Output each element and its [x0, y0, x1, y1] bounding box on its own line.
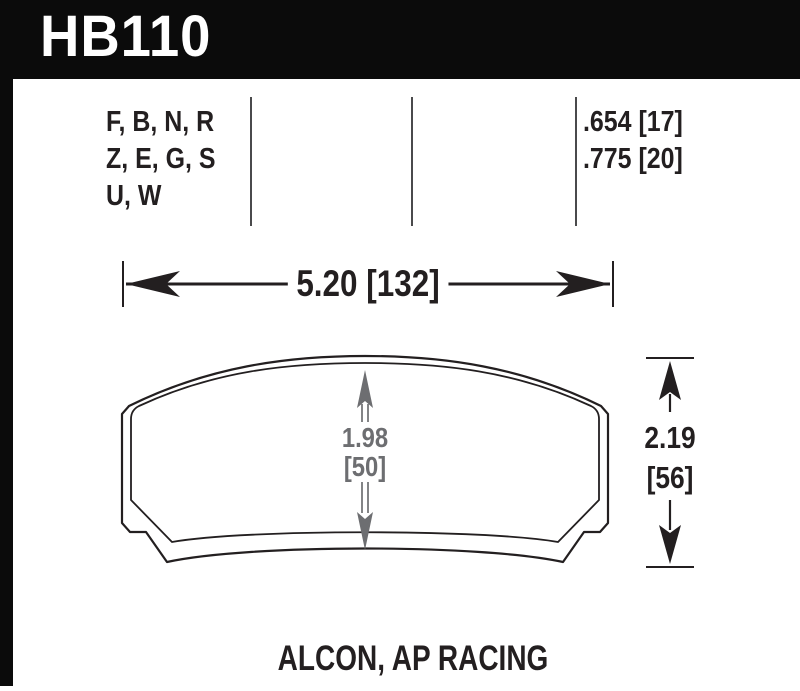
part-number: HB110 [40, 4, 212, 69]
overall-height-bracket: [56] [646, 460, 694, 495]
table-divider-line [250, 97, 252, 226]
table-divider-line [411, 97, 413, 226]
down-arrow-icon [659, 525, 681, 564]
width-dimension-label: 5.20 [132] [288, 261, 448, 307]
applications-label: ALCON, AP RACING [277, 639, 549, 678]
table-divider-line [575, 97, 577, 226]
compound-row: F, B, N, R [106, 106, 215, 138]
compound-list [106, 104, 215, 215]
pad-thickness-row: .654 [17] [583, 106, 683, 138]
pad-thickness-list [583, 104, 683, 178]
center-height-value: 1.98 [341, 422, 389, 453]
compound-row: U, W [106, 180, 162, 212]
pad-thickness-row: .775 [20] [583, 143, 683, 175]
center-height-bracket: [50] [343, 451, 387, 482]
overall-height-value: 2.19 [644, 420, 696, 455]
compound-row: Z, E, G, S [106, 143, 216, 175]
